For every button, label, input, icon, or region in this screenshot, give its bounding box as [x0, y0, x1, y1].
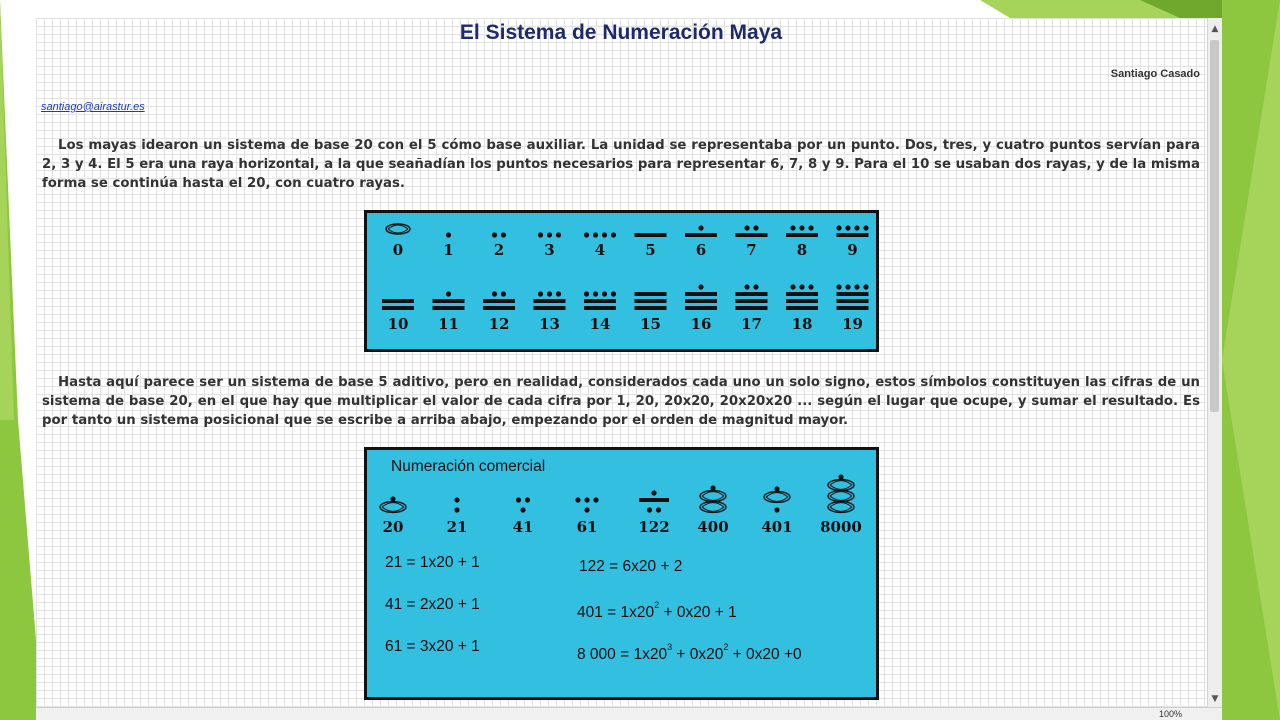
numeral-label-19: 19 [842, 315, 863, 333]
maya-numeral-1 [443, 232, 453, 259]
numeral-label-9: 9 [847, 241, 858, 259]
maya-numeral-19 [836, 284, 868, 333]
scroll-down-arrow-icon[interactable]: ▼ [1211, 694, 1219, 704]
equation-21: 21 = 1x20 + 1 [385, 554, 480, 571]
numeral-label-12: 12 [488, 315, 510, 333]
maya-numeral-17 [736, 284, 768, 333]
commercial-numeral-8000 [820, 474, 862, 536]
equation-41: 41 = 2x20 + 1 [385, 596, 480, 613]
scrollbar-thumb[interactable] [1210, 40, 1219, 412]
equation-8000-exponent-1: 3 [667, 642, 673, 652]
slide-right-decoration [1222, 0, 1280, 720]
commercial-numeral-401 [761, 486, 792, 536]
numeral-label-10: 10 [387, 315, 409, 333]
numeral-label-14: 14 [589, 315, 611, 333]
equation-8000-part-a: 8 000 = 1x20 [577, 646, 668, 663]
vertical-scrollbar[interactable] [1207, 18, 1222, 708]
commercial-label-20: 20 [382, 518, 404, 536]
maya-numeral-14 [584, 291, 616, 333]
commercial-label-122: 122 [638, 518, 670, 536]
equation-8000-exponent-2: 2 [723, 642, 729, 652]
commercial-label-8000: 8000 [820, 518, 862, 536]
commercial-label-401: 401 [761, 518, 793, 536]
maya-numeral-4 [584, 232, 616, 259]
equation-61: 61 = 3x20 + 1 [385, 638, 480, 655]
equation-401-part-b: + 0x20 + 1 [659, 604, 737, 621]
equation-122: 122 = 6x20 + 2 [579, 558, 683, 575]
commercial-numeral-21 [447, 497, 468, 536]
maya-numeral-12 [483, 291, 515, 333]
numeral-label-15: 15 [640, 315, 661, 333]
numeral-label-0: 0 [392, 241, 404, 259]
maya-numeral-9 [836, 225, 868, 259]
equation-401 [577, 600, 737, 622]
maya-numeral-6 [685, 225, 717, 259]
equation-401-part-a: 401 = 1x20 [577, 604, 655, 621]
equation-8000-part-b: + 0x20 [672, 646, 724, 663]
numeral-label-3: 3 [544, 241, 555, 259]
numeral-label-4: 4 [594, 241, 606, 259]
commercial-numeration-figure [364, 447, 879, 700]
numeral-label-18: 18 [791, 315, 813, 333]
maya-numeral-13 [534, 291, 566, 333]
equation-401-exponent: 2 [654, 600, 660, 610]
numeral-label-2: 2 [493, 241, 505, 259]
numeral-label-8: 8 [796, 241, 808, 259]
zoom-level[interactable]: 100% [1158, 709, 1182, 719]
maya-numerals-svg [367, 213, 876, 349]
maya-numeral-5 [635, 233, 667, 259]
maya-numeral-3 [538, 232, 561, 259]
status-bar [36, 707, 1222, 720]
commercial-label-61: 61 [576, 518, 598, 536]
maya-numeral-18 [786, 284, 818, 333]
numeral-label-5: 5 [645, 241, 656, 259]
scroll-up-arrow-icon[interactable]: ▲ [1211, 24, 1219, 34]
maya-numeral-0 [386, 224, 410, 259]
paragraph-intro: Los mayas idearon un sistema de base 20 con el 5 cómo base auxiliar. La unidad se representaba por un punto. Dos, tres, y cuatro puntos servían para 2, 3 y 4. El 5 era una raya horizontal, a la que seañadían los puntos necesarios para representar 6, 7, 8 y 9. Para el 10 se usaban dos rayas, y de la misma forma se continúa hasta el 20, con cuatro rayas. [42, 138, 1200, 191]
author-name: Santiago Casado [1110, 68, 1200, 80]
numeral-label-17: 17 [741, 315, 762, 333]
commercial-label-41: 41 [512, 518, 534, 536]
commercial-label-400: 400 [697, 518, 729, 536]
numeral-label-16: 16 [690, 315, 712, 333]
numeral-label-6: 6 [695, 241, 707, 259]
commercial-label-21: 21 [446, 518, 468, 536]
commercial-numeral-41 [513, 497, 534, 536]
author-email-link[interactable]: santiago@airastur.es [41, 101, 145, 113]
maya-numeral-10 [382, 299, 414, 333]
page-title: El Sistema de Numeración Maya [459, 21, 783, 44]
maya-numerals-figure [364, 210, 879, 352]
commercial-numeral-61 [575, 497, 598, 536]
equation-8000 [577, 642, 802, 664]
slide-left-decoration [0, 0, 40, 720]
maya-numeral-16 [685, 284, 717, 333]
figure-title: Numeración comercial [391, 458, 546, 475]
maya-numeral-8 [786, 225, 818, 259]
maya-numeral-11 [433, 291, 465, 333]
commercial-numeral-122 [638, 490, 669, 536]
numeral-label-7: 7 [746, 241, 757, 259]
commercial-numeral-400 [697, 485, 728, 536]
maya-numeral-7 [736, 225, 768, 259]
maya-numeral-15 [635, 292, 667, 333]
maya-numeral-2 [492, 232, 506, 259]
commercial-numeral-20 [380, 496, 406, 536]
paragraph-positional: Hasta aquí parece ser un sistema de base 5 aditivo, pero en realidad, considerados cada uno un solo signo, estos símbolos constituyen las cifras de un sistema de base 20, en el que hay que multiplicar el valor de cada cifra por 1, 20, 20x20, 20x20x20 ... según el lugar que ocupe, y sumar el resultado. Es por tanto un sistema posicional que se escribe a arriba abajo, empezando por el orden de magnitud mayor. [42, 375, 1200, 428]
document-window [36, 18, 1222, 720]
numeral-label-11: 11 [438, 315, 459, 333]
numeral-label-13: 13 [539, 315, 560, 333]
numeral-label-1: 1 [443, 241, 454, 259]
equation-8000-part-c: + 0x20 +0 [728, 646, 802, 663]
